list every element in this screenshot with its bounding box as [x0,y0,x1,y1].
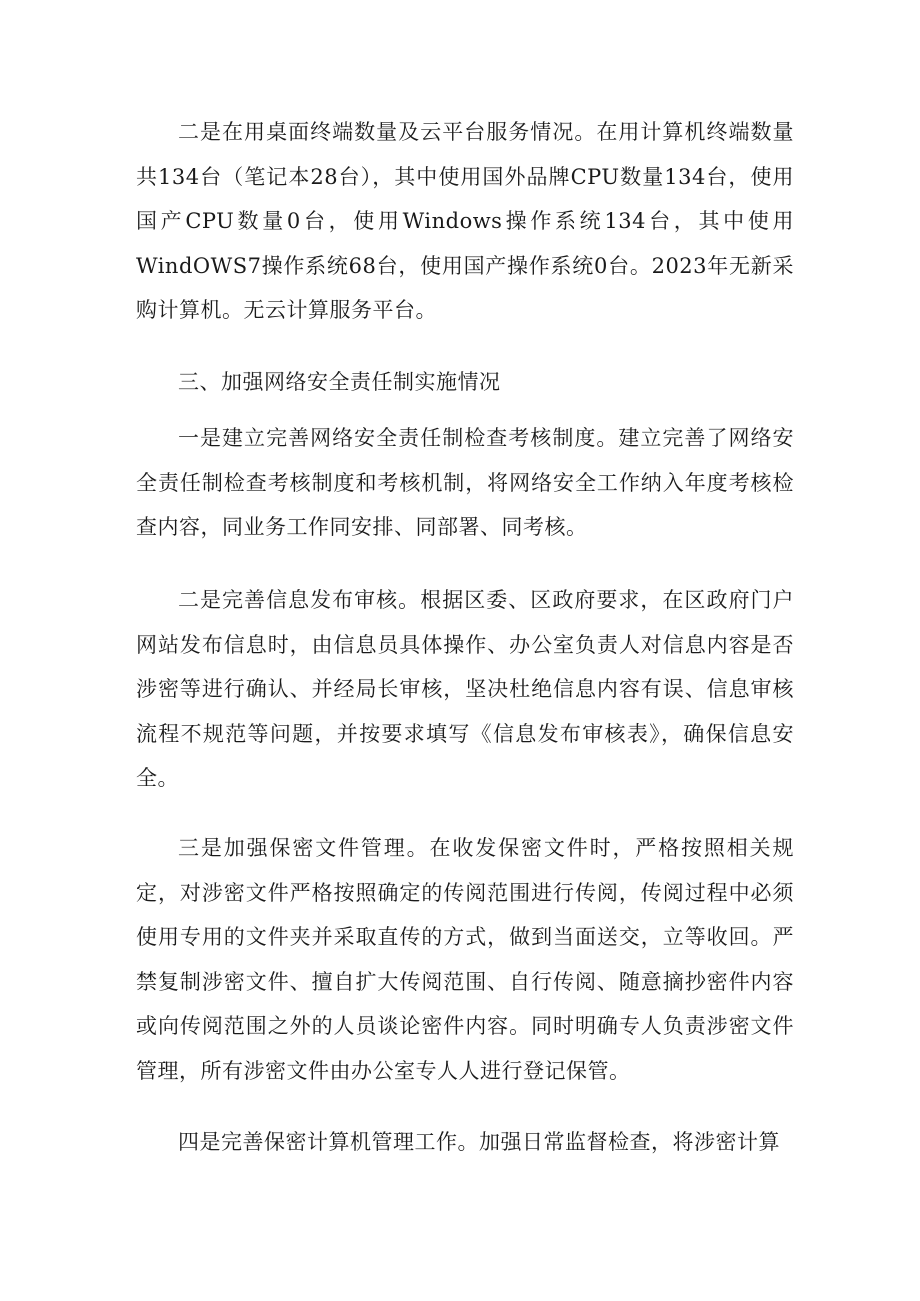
paragraph-confidential-computer-management: 四是完善保密计算机管理工作。加强日常监督检查，将涉密计算 [178,1130,780,1154]
paragraph-responsibility-assessment: 一是建立完善网络安全责任制检查考核制度。建立完善了网络安全责任制检查考核制度和考核机制，将网络安全工作纳入年度考核检查内容，同业务工作同安排、同部署、同考核。 [136,426,794,539]
paragraph-information-release-review: 二是完善信息发布审核。根据区委、区政府要求，在区政府门户网站发布信息时，由信息员具体操作、办公室负责人对信息内容是否涉密等进行确认、并经局长审核，坚决杜绝信息内容有误、信息审核流程不规范等问题，并按要求填写《信息发布审核表》，确保信息安全。 [136,588,794,790]
section-heading-network-security-responsibility: 三、加强网络安全责任制实施情况 [178,370,501,394]
paragraph-terminal-statistics: 二是在用桌面终端数量及云平台服务情况。在用计算机终端数量共134台（笔记本28台），其中使用国外品牌CPU数量134台，使用国产CPU数量0台，使用Windows操作系统134台，其中使用WindOWS7操作系统68台，使用国产操作系统0台。2023年无新采购计算机。无云计算服务平台。 [136,120,794,322]
paragraph-confidential-file-management: 三是加强保密文件管理。在收发保密文件时，严格按照相关规定，对涉密文件严格按照确定的传阅范围进行传阅，传阅过程中必须使用专用的文件夹并采取直传的方式，做到当面送交，立等收回。严禁复制涉密文件、擅自扩大传阅范围、自行传阅、随意摘抄密件内容或向传阅范围之外的人员谈论密件内容。同时明确专人负责涉密文件管理，所有涉密文件由办公室专人人进行登记保管。 [136,836,794,1083]
